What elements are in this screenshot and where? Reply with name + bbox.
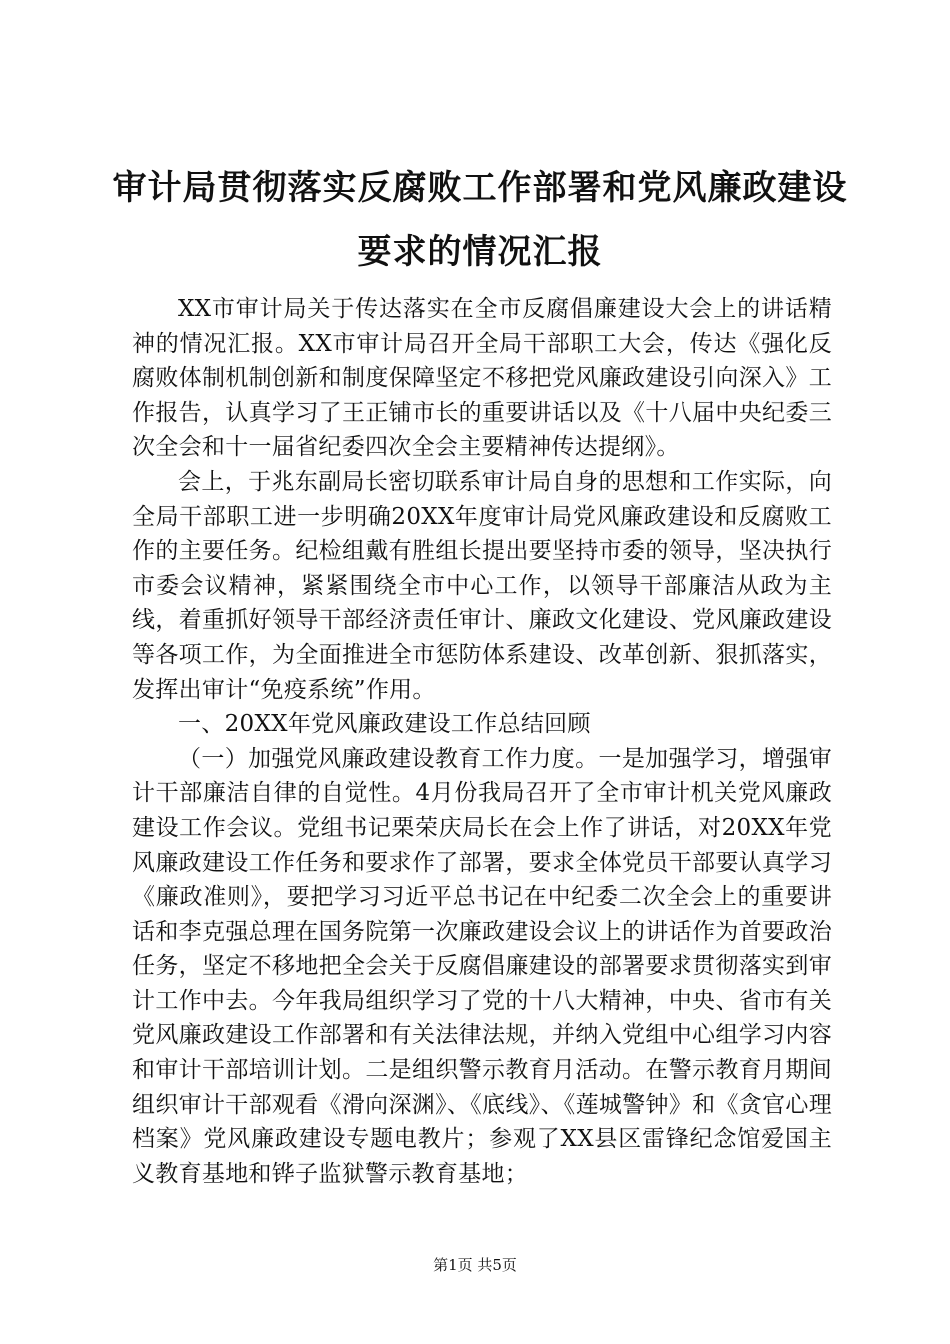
page-footer: 第1页 共5页: [433, 1256, 517, 1274]
paragraph-intro: XX市审计局关于传达落实在全市反腐倡廉建设大会上的讲话精神的情况汇报。XX市审计局召开全局干部职工大会，传达《强化反腐败体制机制创新和制度保障坚定不移把党风廉政建设引向深入》工作报告，认真学习了王正铺市长的重要讲话以及《十八届中央纪委三次全会和十一届省纪委四次全会主要精神传达提纲》。: [132, 296, 832, 461]
paragraph-meeting: 会上，于兆东副局长密切联系审计局自身的思想和工作实际，向全局干部职工进一步明确20XX年度审计局党风廉政建设和反腐败工作的主要任务。纪检组戴有胜组长提出要坚持市委的领导，坚决执行市委会议精神，紧紧围绕全市中心工作，以领导干部廉洁从政为主线，着重抓好领导干部经济责任审计、廉政文化建设、党风廉政建设等各项工作，为全面推进全市惩防体系建设、改革创新、狠抓落实，发挥出审计“免疫系统”作用。: [132, 468, 832, 703]
section-heading: 一、20XX年党风廉政建设工作总结回顾: [178, 711, 591, 738]
paragraph-education: （一）加强党风廉政建设教育工作力度。一是加强学习，增强审计干部廉洁自律的自觉性。4月份我局召开了全市审计机关党风廉政建设工作会议。党组书记栗荣庆局长在会上作了讲话，对20XX年党风廉政建设工作任务和要求作了部署，要求全体党员干部要认真学习《廉政准则》，要把学习习近平总书记在中纪委二次全会上的重要讲话和李克强总理在国务院第一次廉政建设会议上的讲话作为首要政治任务，坚定不移地把全会关于反腐倡廉建设的部署要求贯彻落实到审计工作中去。今年我局组织学习了党的十八大精神，中央、省市有关党风廉政建设工作部署和有关法律法规，并纳入党组中心组学习内容和审计干部培训计划。二是组织警示教育月活动。在警示教育月期间组织审计干部观看《滑向深渊》、《底线》、《莲城警钟》和《贪官心理档案》党风廉政建设专题电教片；参观了XX县区雷锋纪念馆爱国主义教育基地和铧子监狱警示教育基地；: [132, 745, 832, 1187]
document-body: [132, 292, 832, 1191]
document-title: 审计局贯彻落实反腐败工作部署和党风廉政建设要求的情况汇报: [112, 168, 848, 272]
